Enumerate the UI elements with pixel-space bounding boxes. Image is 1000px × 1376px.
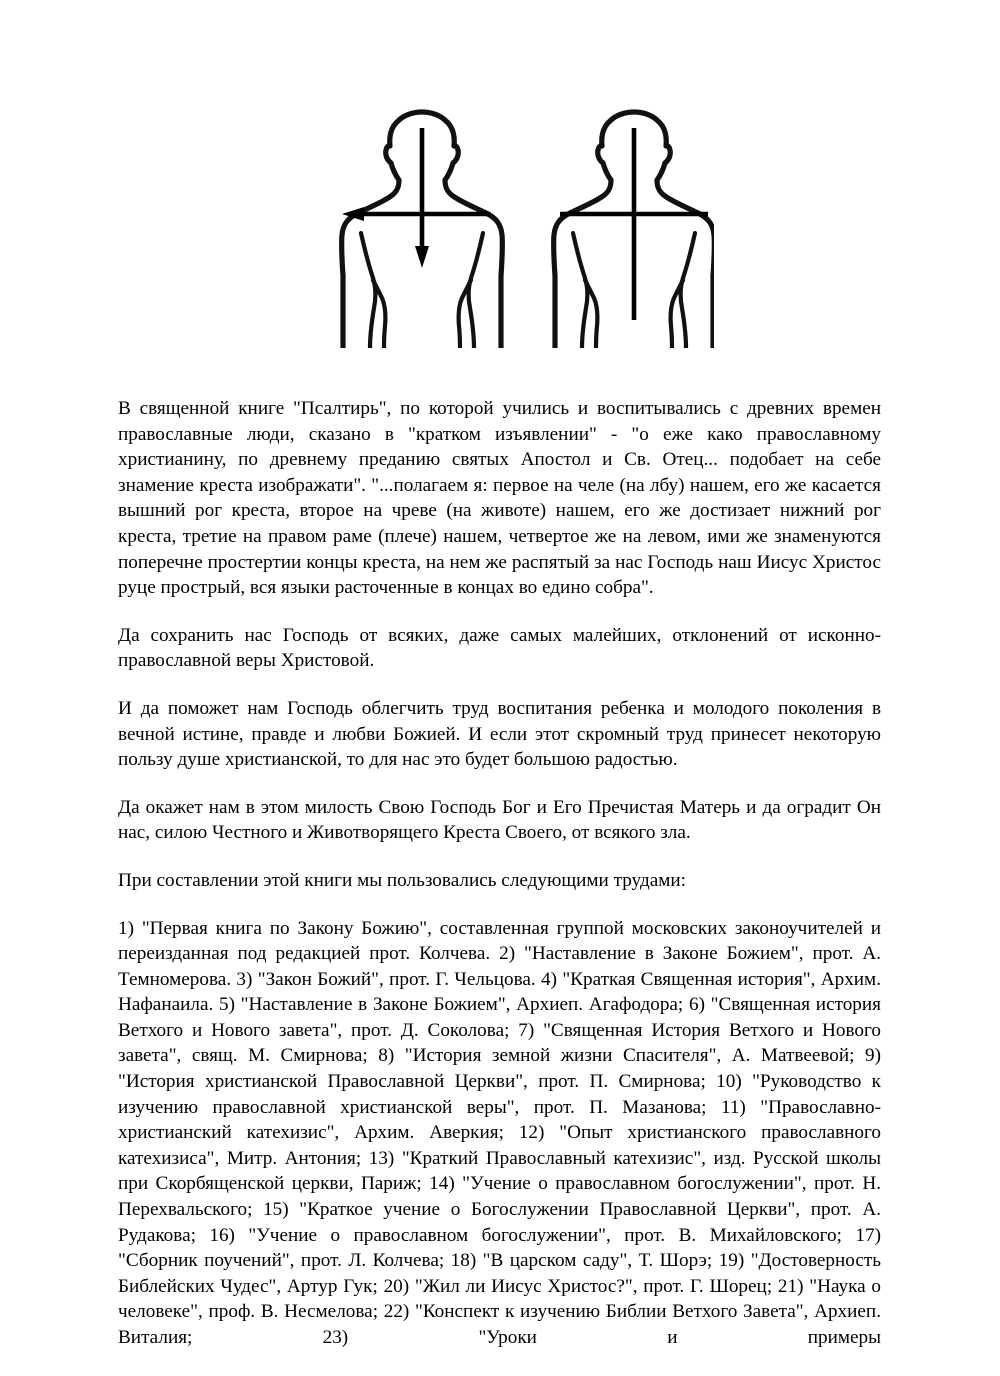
right-torso-right-arm-crease [681,233,695,348]
paragraph-bibliography: 1) "Первая книга по Закону Божию", составленная группой московских законоучителей и переизданная под редакцией прот. Колчева. 2) "Наставление в Законе Божием", прот. А. Темномерова. 3) "Закон Божий", прот. Г. Чельцова. 4) "Краткая Священная история", Архим. Нафанаила. 5) "Наставление в Законе Божием", Архиеп. Агафодора; 6) "Священная история Ветхого и Нового завета", прот. Д. Соколова; 7) "Священная История Ветхого и Нового завета", свящ. М. Смирнова; 8) "История земной жизни Спасителя", А. Матвеевой; 9) "История христианской Православной Церкви", прот. П. Смирнова; 10) "Руководство к изучению православной христианской веры", прот. П. Мазанова; 11) "Православно-христианский катехизис", Архим. Аверкия; 12) "Опыт христианского православного катехизиса", Митр. Антония; 13) "Краткий Православный катехизис", изд. Русской школы при Скорбященской церкви, Париж; 14) "Учение о православном богослужении", прот. Н. Перехвальского; 15) "Краткое учение о Богослужении Православной Церкви", прот. А. Рудакова; 16) "Учение о православном богослужении", прот. В. Михайловского; 17) "Сборник поучений", прот. Л. Колчева; 18) "В царском саду", Т. Шорэ; 19) "Достоверность Библейских Чудес", Артур Гук; 20) "Жил ли Иисус Христос?", прот. Г. Шорец; 21) "Наука о человеке", проф. В. Несмелова; 22) "Конспект к изучению Библии Ветхого Завета", Архиеп. Виталия; 23) "Уроки и примеры [118,916,881,1376]
paragraph-sources-intro: При составлении этой книги мы пользовались следующими трудами: [118,868,881,894]
torso-cross-illustration [286,108,714,348]
paragraph-upbringing: И да поможет нам Господь облегчить труд воспитания ребенка и молодого поколения в вечной истине, правде и любви Божией. И если этот скромный труд принесет некоторую пользу душе христианской, то для нас это будет большою радостью. [118,696,881,773]
torso-with-plain-cross [554,112,714,348]
left-torso-left-arm-crease [361,233,375,348]
paragraph-psalter-quote: В священной книге "Псалтирь", по которой учились и воспитывались с древних времен православные люди, сказано в "кратком изъявлении" - "о еже како православному христианину, по древнему преданию святых Апостол и Св. Отец... подобает на себе знамение креста изображати". "...полагаем я: первое на челе (на лбу) нашем, его же касается вышний рог креста, второе на чреве (на животе) нашем, его же достизает нижний рог креста, третие на правом раме (плече) нашем, четвертое же на левом, ими же знаменуются поперечне простертии концы креста, на нем же распятый за нас Господь наш Иисус Христос руце прострый, вся языки расточенные в концах во едино собра". [118,396,881,601]
figure-block [0,0,1000,360]
paragraph-blessing: Да окажет нам в этом милость Свою Господь Бог и Его Пречистая Матерь и да оградит Он нас, силою Честного и Животворящего Креста Своего, от всякого зла. [118,795,881,846]
left-torso-right-arm-crease [469,233,483,348]
left-cross-down-arrowhead [415,246,429,268]
paragraph-preserve-prayer: Да сохранить нас Господь от всяких, даже самых малейших, отклонений от исконно-православной веры Христовой. [118,623,881,674]
right-torso-left-arm-crease [573,233,587,348]
document-body [118,396,881,1376]
torso-with-directional-cross [342,112,503,348]
